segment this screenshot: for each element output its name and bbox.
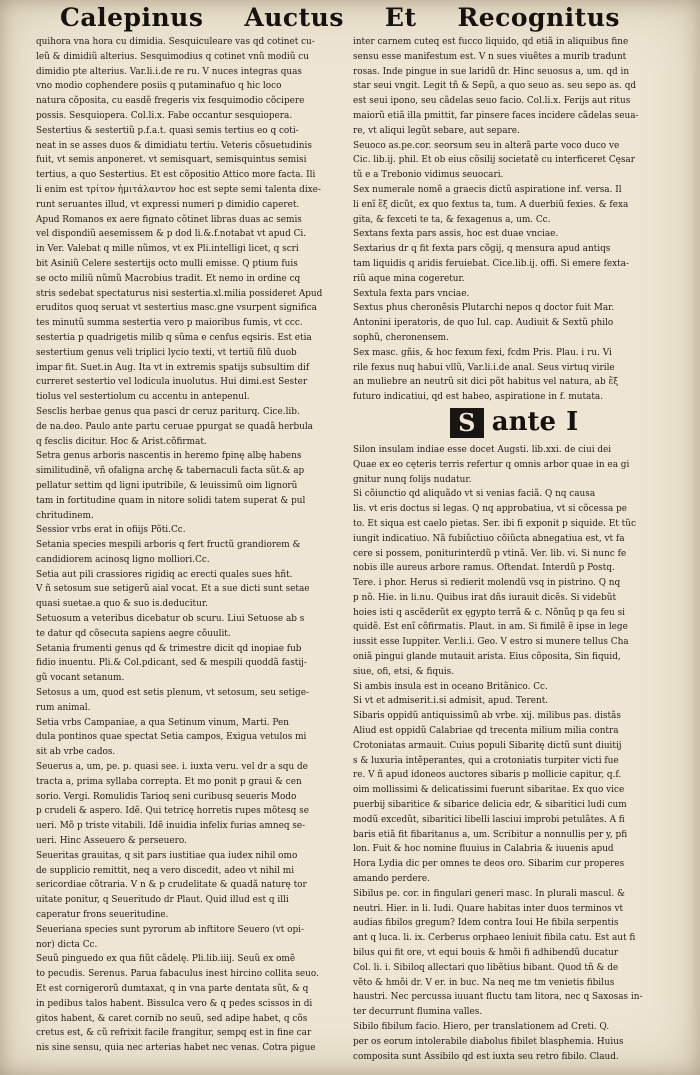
text-line: V ñ setosum sue setigerũ aial vocat. Et a sue dicti sunt setae bbox=[36, 584, 310, 595]
text-line: Setania frumenti genus qd & trimestre dicit qd inopiae fub bbox=[36, 643, 302, 654]
text-line: leũ & dimidiũ alterius. Sesquimodius q cotinet vnũ modiũ cu bbox=[36, 51, 309, 62]
text-line: natura cõposita, cu easdẽ fregeris vix fesquimodio cõcipere bbox=[36, 96, 305, 107]
text-line: fidio inuentu. Pli.& Col.pdicant, sed & mespili quoddã fastij- bbox=[36, 658, 307, 669]
text-line: lon. Fuit & hoc nomine fluuius in Calabria & iuuenis apud bbox=[353, 844, 614, 855]
left-column bbox=[36, 36, 358, 1056]
text-line: Apud Romanos ex aere fignato cõtinet libras duas ac semis bbox=[36, 214, 302, 225]
text-line: caperatur frons seueritudine. bbox=[36, 910, 169, 921]
right-column bbox=[353, 36, 675, 1062]
text-line: Setuosum a veteribus dicebatur ob scuru. Liui Setuose ab s bbox=[36, 614, 305, 625]
text-line: audias fibilos gregum? Idem contra Ioui He fibila serpentis bbox=[353, 918, 619, 929]
text-line: rum animal. bbox=[36, 702, 91, 713]
text-line: tam in fortitudine quam in nitore solidi tatem superat & pul bbox=[36, 495, 306, 506]
text-line: quihora vna hora cu dimidia. Sesquiculeare vas qd cotinet cu- bbox=[36, 37, 315, 47]
text-line: Hora Lydia dic per omnes te deos oro. Sibarim cur properes bbox=[353, 859, 625, 870]
text-line: nor) dicta Cc. bbox=[36, 939, 98, 950]
text-line: impar fit. Suet.in Aug. Ita vt in extremis spatijs subsultim dif bbox=[36, 362, 310, 373]
text-line: gita, & fexceti te ta, & fexagenus a, um. Cc. bbox=[353, 214, 551, 225]
text-line: gnitur nunq folijs nudatur. bbox=[353, 474, 472, 485]
text-line: riũ aque mina cogeretur. bbox=[353, 273, 465, 284]
text-line: Seuũ pinguedo ex qua fiũt cãdelę. Pli.lib.iiij. Seuũ ex omẽ bbox=[36, 954, 296, 965]
text-line: ter decurrunt flumina valles. bbox=[353, 1007, 483, 1018]
text-line: ant q luca. li. ix. Cerberus orphaeo leniuit fibila catu. Est aut fi bbox=[353, 933, 636, 944]
text-line: p nõ. Hie. in li.nu. Quibus irat dñs iurauit dicẽs. Si videbũt bbox=[353, 592, 617, 603]
text-line: de na.deo. Paulo ante partu ceruae ppurgat se quadã herbula bbox=[36, 421, 313, 432]
text-line: sestertia p quadrigetis milib q sũma e cenfus eqsiris. Est etia bbox=[36, 332, 312, 343]
header-word-3: Et bbox=[384, 2, 417, 32]
right-column-bottom-text bbox=[353, 444, 675, 1064]
text-line: tracta a, prima syllaba correpta. Et mo ponit p graui & cen bbox=[36, 776, 302, 787]
text-line: puerbij sibaritice & sibarice delicia edr, & sibaritici ludi cum bbox=[353, 800, 627, 811]
header-word-1: Calepinus bbox=[60, 2, 204, 32]
text-line: Antonini iperatoris, de quo Iul. cap. Audiuit & Sextũ philo bbox=[353, 318, 614, 329]
section-initial-s: S bbox=[450, 408, 484, 438]
text-line: in pedibus talos habent. Bissulca vero & q pedes scissos in di bbox=[36, 998, 313, 1009]
text-line: dimidio pte alterius. Var.li.i.de re ru. V nuces integras quas bbox=[36, 66, 302, 77]
text-line: sorio. Vergi. Romulidis Tarioq seni curibusq seueris Modo bbox=[36, 791, 297, 802]
text-line: Sex masc. gñis, & hoc fexum fexi, fcdm Pris. Plau. i ru. Vi bbox=[353, 347, 612, 358]
text-line: Sibilo fibilum facio. Hiero, per translationem ad Creti. Q. bbox=[353, 1022, 610, 1032]
section-letter-i: I bbox=[566, 407, 579, 438]
text-line: fuit, vt semis anponeret. vt semisquart, semisquintus semisi bbox=[36, 155, 307, 166]
text-line: Sextarius dr q fit fexta pars cõgij, q mensura apud antiqs bbox=[353, 244, 611, 255]
text-line: Setania species mespili arboris q fert fructũ grandiorem & bbox=[36, 540, 301, 551]
text-line: Setia vrbs Campaniae, a qua Setinum vinum, Marti. Pen bbox=[36, 717, 289, 728]
text-line: Sex numerale nomẽ a graecis dictũ aspiratione inf. versa. Il bbox=[353, 184, 622, 195]
text-line: Sibilus pe. cor. in fingulari generi masc. In plurali mascul. & bbox=[353, 888, 625, 899]
text-line: vẽto & hmõi dr. V er. in buc. Na neq me tm venietis fibilus bbox=[353, 977, 615, 988]
text-line: Setra genus arboris nascentis in heremo fpinę albę habens bbox=[36, 451, 302, 462]
text-line: tũ e a Trebonio vidimus seuocari. bbox=[353, 170, 504, 181]
text-line: sestertium genus veli triplici lycio texti, vt tertiũ filũ duob bbox=[36, 347, 297, 358]
text-line: re, vt aliqui legũt sebare, aut separe. bbox=[353, 125, 520, 136]
text-line: oim mollissimi & delicatissimi fuerunt sibaritae. Ex quo vice bbox=[353, 785, 625, 796]
text-line: Sextus phus cheronẽsis Plutarchi nepos q doctor fuit Mar. bbox=[353, 303, 615, 314]
text-line: Seuoco as.pe.cor. seorsum seu in alterã parte voco duco ve bbox=[353, 140, 620, 151]
text-line: siue, ofi, etsi, & fiquis. bbox=[353, 666, 455, 677]
text-line: Sextans fexta pars assis, hoc est duae vnciae. bbox=[353, 229, 559, 240]
text-line: tam liquidis q aridis feruiebat. Cice.lib.ij. offi. Si emere fexta- bbox=[353, 258, 630, 269]
text-line: quasi suetae.a quo & suo is.deducitur. bbox=[36, 599, 208, 610]
text-line: ueri. Mõ p triste vitabili. Idẽ inuidia infelix furias amneq se- bbox=[36, 821, 306, 832]
text-line: sericordiae cõtraria. V n & p crudelitate & quadã naturę tor bbox=[36, 880, 307, 891]
text-line: nobis ille aureus arbore ramus. Oftendat. Interdũ p Postq. bbox=[353, 563, 615, 574]
text-line: sensu esse manifestum est. V n sues viuẽtes a murib tradunt bbox=[353, 51, 627, 62]
text-line: Cic. lib.ij. phil. Et ob eius cõsilij societatẽ cu interficeret Cęsar bbox=[353, 155, 635, 166]
text-line: iussit esse Iuppiter. Ver.li.i. Geo. V estro si munere tellus Cha bbox=[353, 637, 629, 648]
text-line: tertius, a quo Sestertius. Et est cõpositio Attico more facta. Ili bbox=[36, 170, 316, 181]
text-line: sophũ, cheronensem. bbox=[353, 332, 449, 343]
text-line: hoies isti q ascẽderũt ex ęgypto terrã & c. Nõnũq p qa feu si bbox=[353, 607, 625, 618]
text-line: eruditos quoq seruat vt sestertius masc.gne vsurpent significa bbox=[36, 303, 317, 314]
text-line: rile fexus nuq habui vllũ, Var.li.i.de anal. Seus virtuq virile bbox=[353, 362, 615, 373]
header-word-2: Auctus bbox=[244, 2, 344, 32]
text-line: te datur qd cõsecuta sapiens aegre cõuulit. bbox=[36, 628, 231, 639]
text-line: star seui vngit. Legit tñ & Sepũ, a quo seuo as. seu sepo as. qd bbox=[353, 81, 637, 92]
text-line: an muliebre an neutrũ sit dici põt habitus vel natura, ab ἕξ bbox=[353, 377, 619, 388]
text-line: q fesclis dicitur. Hoc & Arist.cõfirmat. bbox=[36, 436, 207, 447]
right-column-top-text bbox=[353, 36, 675, 405]
header-word-4: Recognitus bbox=[457, 2, 620, 32]
text-line: chritudinem. bbox=[36, 510, 94, 521]
section-word-ante: ante bbox=[491, 407, 557, 438]
text-line: neat in se asses duos & dimidiatu tertiu. Veteris cõsuetudinis bbox=[36, 140, 312, 151]
text-line: inter carnem cuteq est fucco liquido, qd etiã in aliquibus fine bbox=[353, 37, 629, 47]
text-line: curreret sestertio vel lodicula inuolutus. Hui dimi.est Sester bbox=[36, 377, 308, 388]
text-line: gitos habent, & caret cornib no seuũ, sed adipe habet, q cõs bbox=[36, 1013, 308, 1024]
text-line: est seui ipono, seu cãdelas seuo facio. Col.li.x. Ferijs aut ritus bbox=[353, 96, 631, 107]
text-line: ueri. Hinc Asseuero & perseuero. bbox=[36, 836, 187, 847]
text-line: Crotoniatas armauit. Cuius populi Sibaritę dictũ sunt diuitij bbox=[353, 740, 622, 751]
text-line: bilus qui fit ore, vt equi bouis & hmõi fi adhibendũ ducatur bbox=[353, 948, 619, 959]
text-line: Seueritas grauitas, q sit pars iustitiae qua iudex nihil omo bbox=[36, 850, 298, 861]
text-line: sit ab vrbe cados. bbox=[36, 747, 116, 758]
text-line: maiorũ etiã illa pmittit, far pinsere faces incidere cãdelas seua- bbox=[353, 110, 639, 121]
text-line: amando perdere. bbox=[353, 874, 430, 885]
text-line: rosas. Inde pingue in sue laridũ dr. Hinc seuosus a, um. qd in bbox=[353, 66, 630, 77]
text-line: Seuerus a, um, pe. p. quasi see. i. iuxta veru. vel dr a squ de bbox=[36, 762, 308, 773]
text-line: vno modio cophendere posiis q putaminafuo q hic loco bbox=[36, 81, 282, 92]
text-line: baris etiã fit fibaritanus a, um. Scribitur a nonnullis per y, pfi bbox=[353, 829, 628, 840]
text-line: Et est cornigerorũ dumtaxat, q in vna parte dentata sũt, & q bbox=[36, 984, 309, 994]
text-line: haustri. Nec percussa iuuant fluctu tam litora, nec q Saxosas in- bbox=[353, 992, 643, 1003]
text-line: Setosus a um, quod est setis plenum, vt setosum, seu setige- bbox=[36, 688, 309, 699]
text-line: tes minutũ summa sestertia vero p maioribus fumis, vt ccc. bbox=[36, 318, 303, 329]
section-heading-s-ante-i bbox=[353, 408, 675, 438]
text-line: similitudinẽ, vñ ofaligna archę & tabernaculi facta sũt.& ap bbox=[36, 466, 305, 477]
text-line: cere si possem, poniturinterdũ p vtinã. Ver. lib. vi. Si nunc fe bbox=[353, 548, 627, 559]
text-line: neutri. Hier. in li. Iudi. Quare habitas inter duos terminos vt bbox=[353, 903, 624, 914]
text-line: quidẽ. Est enĩ cõfirmatis. Plaut. in am. Si fimilẽ ẽ ipse in lege bbox=[353, 622, 628, 633]
text-line: lis. vt eris doctus si legas. Q nq approbatiua, vt si cõcessa pe bbox=[353, 504, 627, 515]
text-line: li enim est τρίτον ἡμιτάλαντον hoc est septe semi talenta dixe- bbox=[36, 184, 321, 195]
text-line: pellatur settim qd ligni iputribile, & leuissimũ oim lignorũ bbox=[36, 480, 298, 491]
text-line: Si cõiunctio qd aliquãdo vt si venias faciã. Q nq causa bbox=[353, 489, 596, 500]
text-line: composita sunt Assibilo qd est iuxta seu retro fibilo. Claud. bbox=[353, 1051, 619, 1062]
text-line: de supplicio remittit, neq a vero discedit, adeo vt nihil mi bbox=[36, 865, 295, 876]
text-line: se octo miliũ nũmũ Macrobius tradit. Et nemo in ordine cq bbox=[36, 273, 301, 284]
text-line: Setia aut pili crassiores rigidiq ac erecti quales sues hñt. bbox=[36, 569, 293, 580]
text-line: Quae ex eo cęteris terris refertur q omnis arbor quae in ea gi bbox=[353, 459, 630, 470]
text-line: p crudeli & aspero. Idẽ. Qui tetricę horretis rupes mõtesq se bbox=[36, 806, 309, 817]
text-line: Sibaris oppidũ antiquissimũ ab vrbe. xij. milibus pas. distãs bbox=[353, 711, 621, 722]
text-line: Tere. i phor. Herus si redierit molendũ vsq in pistrino. Q nq bbox=[353, 578, 621, 589]
text-line: cretus est, & cũ refrixit facile frangitur, sempq est in fine car bbox=[36, 1028, 312, 1039]
text-line: nis sine sensu, quia nec arterias habet nec venas. Cotra pigue bbox=[36, 1043, 316, 1054]
text-line: Seueriana species sunt pyrorum ab inftitore Seuero (vt opi- bbox=[36, 924, 304, 935]
text-line: Silon insulam indiae esse docet Augsti. lib.xxi. de ciui dei bbox=[353, 444, 612, 455]
text-line: dula pontinos quae spectat Setia campos, Exigua vetulos mi bbox=[36, 732, 307, 743]
text-line: Aliud est oppidũ Calabriae qd trecenta milium milia contra bbox=[353, 726, 619, 737]
text-line: candidiorem acinosq ligno molliori.Cc. bbox=[36, 554, 210, 565]
text-line: possis. Sesquiopera. Col.li.x. Fabe occantur sesquiopera. bbox=[36, 110, 293, 121]
text-line: s & luxuria intẽperantes, qui a crotoniatis turpiter victi fue bbox=[353, 755, 619, 766]
text-line: per os eorum intolerabile diabolus fibilet blasphemia. Huius bbox=[353, 1036, 624, 1047]
text-line: uitate ponitur, q Seueritudo dr Plaut. Quid illud est q illi bbox=[36, 895, 289, 906]
text-line: Si vt et admiserit.i.si admisit, apud. Terent. bbox=[353, 696, 549, 707]
text-line: in Ver. Valebat q mille nũmos, vt ex Pli.intelligi licet, q scri bbox=[36, 244, 299, 255]
text-line: modũ excedũt, sibaritici libelli lasciui improbi petulãtes. A fi bbox=[353, 814, 625, 825]
text-line: Sesclis herbae genus qua pasci dr ceruz pariturq. Cice.lib. bbox=[36, 406, 300, 417]
text-line: gũ vocant setanum. bbox=[36, 673, 125, 684]
text-line: bit Asiniũ Celere sestertijs octo mulli emisse. Q ptium fuis bbox=[36, 258, 298, 269]
text-line: futuro indicatiui, qd est habeo, aspiratione in f. mutata. bbox=[353, 392, 604, 403]
text-line: vel dispondiũ aesemissem & p dod li.&.f.notabat vt apud Ci. bbox=[36, 229, 307, 240]
text-line: oniã pingui glande mutauit arista. Eius cõposita, Sin fiquid, bbox=[353, 652, 621, 663]
text-line: stris sedebat spectaturus nisi sestertia.xl.milia possideret Apud bbox=[36, 288, 323, 299]
text-line: Col. li. i. Sibiloq allectari quo libẽtius bibant. Quod tñ & de bbox=[353, 962, 619, 973]
text-line: Sextula fexta pars vnciae. bbox=[353, 288, 470, 299]
text-line: to. Et siqua est caelo pietas. Ser. ibi fi exponit p siquide. Et tũc bbox=[353, 518, 636, 529]
text-line: to pecudis. Serenus. Parua fabaculus inest hircino collita seuo. bbox=[36, 969, 319, 980]
text-line: Si ambis insula est in oceano Britãnico. Cc. bbox=[353, 681, 548, 692]
text-line: re. V ñ apud idoneos auctores sibaris p mollicie capitur, q.f. bbox=[353, 770, 622, 781]
text-line: tiolus vel sestertiolum cu accentu in antepenul. bbox=[36, 392, 250, 403]
text-line: Sestertius & sestertiũ p.f.a.t. quasi semis tertius eo q coti- bbox=[36, 125, 299, 136]
text-line: iungit indicatiuo. Nã fubiũctiuo cõiũcta abnegatiua est, vt fa bbox=[353, 533, 625, 544]
text-line: Sessior vrbs erat in ofiijs Põti.Cc. bbox=[36, 525, 186, 536]
text-line: li enĩ ἕξ dicũt, ex quo fextus ta, tum. A duerbiũ fexies. & fexa bbox=[353, 199, 629, 210]
text-line: runt seruantes illud, vt expressi numeri p dimidio caperet. bbox=[36, 199, 300, 210]
running-header bbox=[60, 2, 620, 32]
